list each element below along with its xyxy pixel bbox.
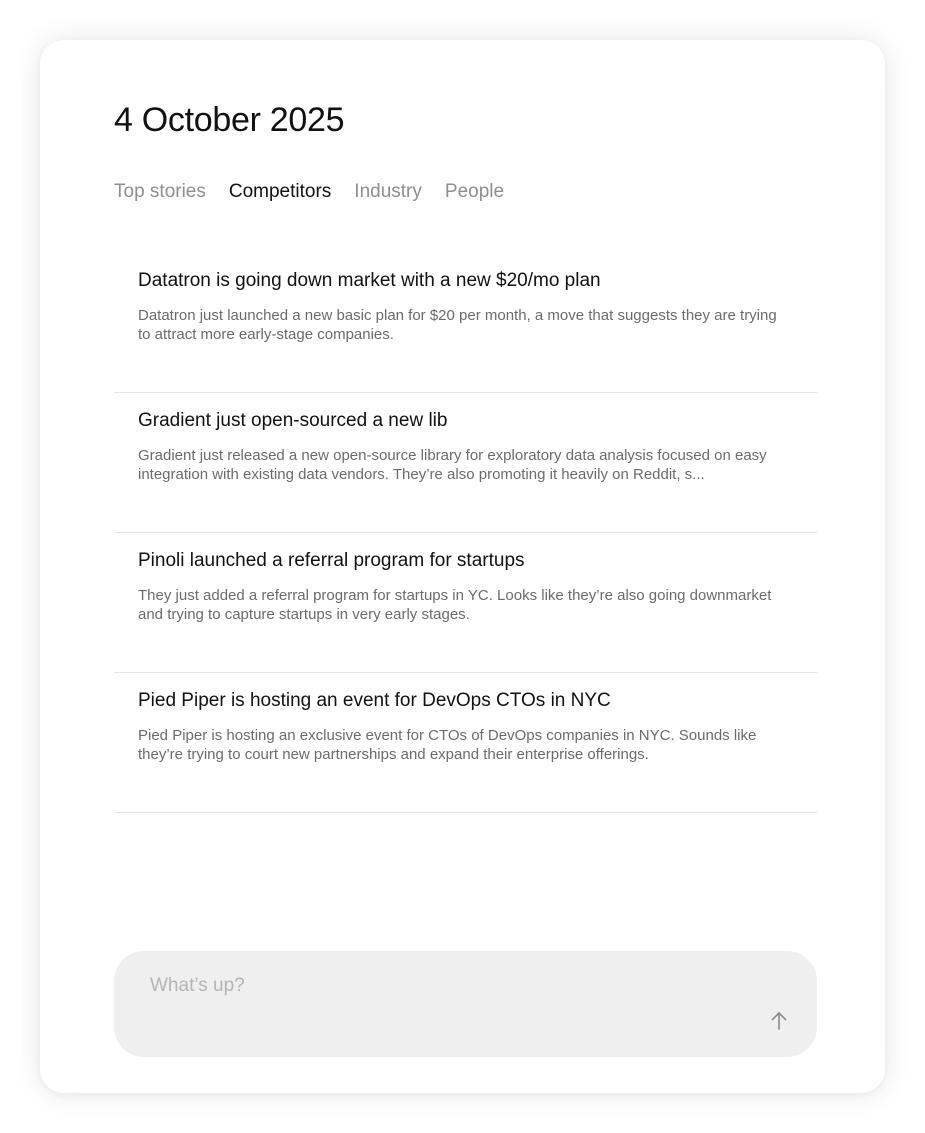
story-summary: Pied Piper is hosting an exclusive event for CTOs of DevOps companies in NYC. Sounds like they’re trying to court new partnerships and expand their enterprise offerings. — [138, 727, 757, 763]
tab-top-stories[interactable]: Top stories — [114, 181, 206, 202]
story-title: Pied Piper is hosting an event for DevOps CTOs in NYC — [138, 690, 611, 711]
category-tabs — [114, 180, 504, 204]
page-title: 4 October 2025 — [114, 101, 345, 139]
story-title: Gradient just open-sourced a new lib — [138, 410, 448, 431]
tab-competitors[interactable]: Competitors — [228, 181, 332, 202]
tab-people[interactable]: People — [444, 181, 505, 202]
story-item[interactable] — [114, 253, 817, 393]
arrow-up-icon — [770, 1011, 788, 1031]
story-summary: Gradient just released a new open-source library for exploratory data analysis focused on easy integration with existing data vendors. They’re also promoting it heavily on Reddit, s... — [138, 447, 767, 483]
message-composer — [114, 951, 817, 1057]
story-summary: Datatron just launched a new basic plan for $20 per month, a move that suggests they are trying to attract more early-stage companies. — [138, 307, 777, 343]
message-input[interactable] — [150, 975, 730, 997]
tab-industry[interactable]: Industry — [354, 181, 422, 202]
story-list — [114, 253, 817, 813]
story-item[interactable] — [114, 533, 817, 673]
story-title: Datatron is going down market with a new $20/mo plan — [138, 270, 601, 291]
news-card — [40, 40, 885, 1093]
story-summary: They just added a referral program for startups in YC. Looks like they’re also going downmarket and trying to capture startups in very early stages. — [138, 587, 772, 623]
story-item[interactable] — [114, 673, 817, 813]
story-item[interactable] — [114, 393, 817, 533]
story-title: Pinoli launched a referral program for startups — [138, 550, 525, 571]
send-button[interactable] — [767, 1009, 791, 1033]
